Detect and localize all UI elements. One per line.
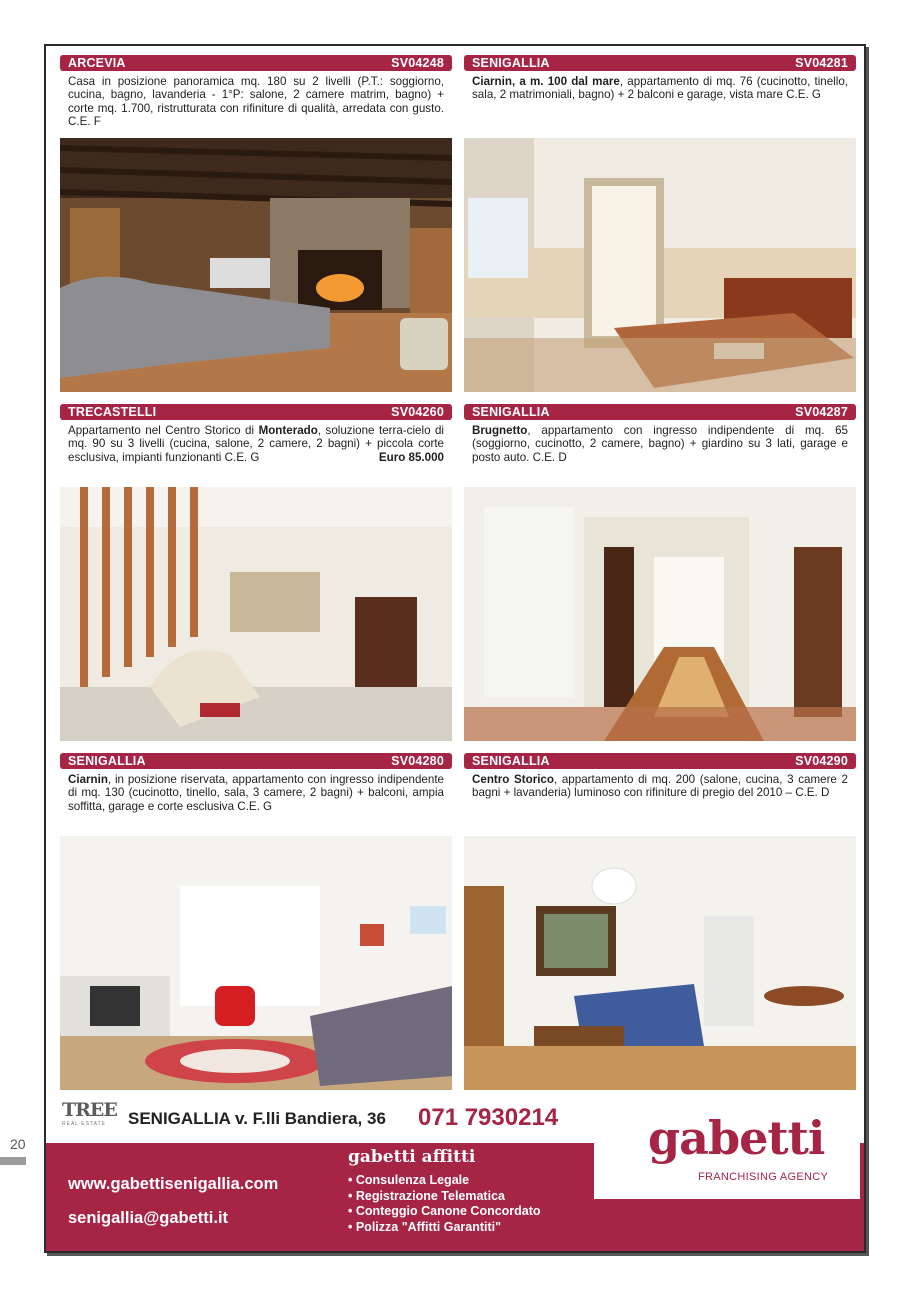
listing-photo-blue-sofa-room[interactable] bbox=[464, 836, 856, 1090]
listing-description: Casa in posizione panoramica mq. 180 su 2 livelli (P.T.: soggiorno, cucina, bagno, lavanderia - 1°P: salone, 2 camere matrim, bagno) + corte mq. 1.700, ristrutturata con rifiniture di qualità, arredata con gusto. C.E. F bbox=[68, 75, 444, 128]
listing-code: SV04248 bbox=[391, 56, 444, 70]
listing-code: SV04287 bbox=[795, 405, 848, 419]
listing-card[interactable] bbox=[464, 55, 856, 102]
listing-photo-living-room-stairs[interactable] bbox=[60, 487, 452, 741]
listing-header bbox=[464, 404, 856, 420]
listing-header bbox=[60, 404, 452, 420]
listing-code: SV04290 bbox=[795, 754, 848, 768]
listing-location: SENIGALLIA bbox=[472, 754, 550, 768]
listing-location: SENIGALLIA bbox=[472, 405, 550, 419]
brand-tagline: FRANCHISING AGENCY bbox=[698, 1171, 829, 1183]
affitti-title: gabetti affitti bbox=[348, 1147, 476, 1167]
page-marker-bar bbox=[0, 1157, 26, 1165]
phone-number[interactable]: 071 7930214 bbox=[418, 1104, 559, 1131]
listing-header bbox=[464, 753, 856, 769]
listing-photo-rustic-living-room[interactable] bbox=[60, 138, 452, 392]
service-item: • Registrazione Telematica bbox=[348, 1188, 505, 1203]
listing-description: Centro Storico, appartamento di mq. 200 (salone, cucina, 3 camere 2 bagni + lavanderia) luminoso con rifiniture di pregio del 2010 – C.E. D bbox=[472, 773, 848, 800]
tree-logo-subtitle: REAL ESTATE bbox=[62, 1121, 106, 1127]
service-item: • Polizza "Affitti Garantiti" bbox=[348, 1219, 502, 1234]
footer bbox=[46, 1095, 864, 1251]
listing-card[interactable] bbox=[60, 404, 452, 464]
service-item: • Conteggio Canone Concordato bbox=[348, 1204, 541, 1219]
listing-description: Appartamento nel Centro Storico di Monterado, soluzione terra-cielo di mq. 90 su 3 livelli (cucina, salone, 2 camere, 2 bagni) + piccola corte esclusiva, impianti funzionanti C.E. G Euro 85.000 bbox=[68, 424, 445, 464]
brand-logo-box bbox=[594, 1099, 860, 1199]
office-address: SENIGALLIA v. F.lli Bandiera, 36 bbox=[128, 1109, 386, 1128]
gabetti-logo: gabetti bbox=[648, 1111, 825, 1165]
listing-location: SENIGALLIA bbox=[472, 56, 550, 70]
tree-logo: TREE bbox=[62, 1099, 117, 1121]
listing-card[interactable] bbox=[60, 753, 452, 813]
listing-header bbox=[60, 753, 452, 769]
listing-location: ARCEVIA bbox=[68, 56, 126, 70]
listing-photo-long-dining-table[interactable] bbox=[464, 487, 856, 741]
listing-photo-bright-living-room[interactable] bbox=[60, 836, 452, 1090]
listing-location: TRECASTELLI bbox=[68, 405, 157, 419]
website-link[interactable]: www.gabettisenigallia.com bbox=[68, 1175, 279, 1193]
listing-header bbox=[464, 55, 856, 71]
email-link[interactable]: senigallia@gabetti.it bbox=[68, 1209, 229, 1227]
listing-header bbox=[60, 55, 452, 71]
listing-code: SV04281 bbox=[795, 56, 848, 70]
listing-description: Ciarnin, a m. 100 dal mare, appartamento di mq. 76 (cucinotto, tinello, sala, 2 matrimoniali, bagno) + 2 balconi e garage, vista mare C.E. G bbox=[472, 75, 848, 102]
listing-card[interactable] bbox=[464, 753, 856, 800]
listing-description: Brugnetto, appartamento con ingresso indipendente di mq. 65 (soggiorno, cucinotto, 2 camere, bagno) + giardino su 3 lati, garage e posto auto. C.E. D bbox=[472, 424, 848, 464]
page-number: 20 bbox=[10, 1136, 26, 1152]
listing-code: SV04280 bbox=[391, 754, 444, 768]
service-item: • Consulenza Legale bbox=[348, 1173, 470, 1187]
listing-location: SENIGALLIA bbox=[68, 754, 146, 768]
listing-photo-dining-room[interactable] bbox=[464, 138, 856, 392]
listing-code: SV04260 bbox=[391, 405, 444, 419]
listing-card[interactable] bbox=[60, 55, 452, 128]
listing-description: Ciarnin, in posizione riservata, appartamento con ingresso indipendente di mq. 130 (cucinotto, tinello, sala, 3 camere, 2 bagni) + balconi, ampia soffitta, garage e corte esclusiva C.E. G bbox=[68, 773, 444, 813]
listing-card[interactable] bbox=[464, 404, 856, 464]
services-list bbox=[348, 1173, 541, 1235]
listing-price: Euro 85.000 bbox=[378, 450, 444, 464]
